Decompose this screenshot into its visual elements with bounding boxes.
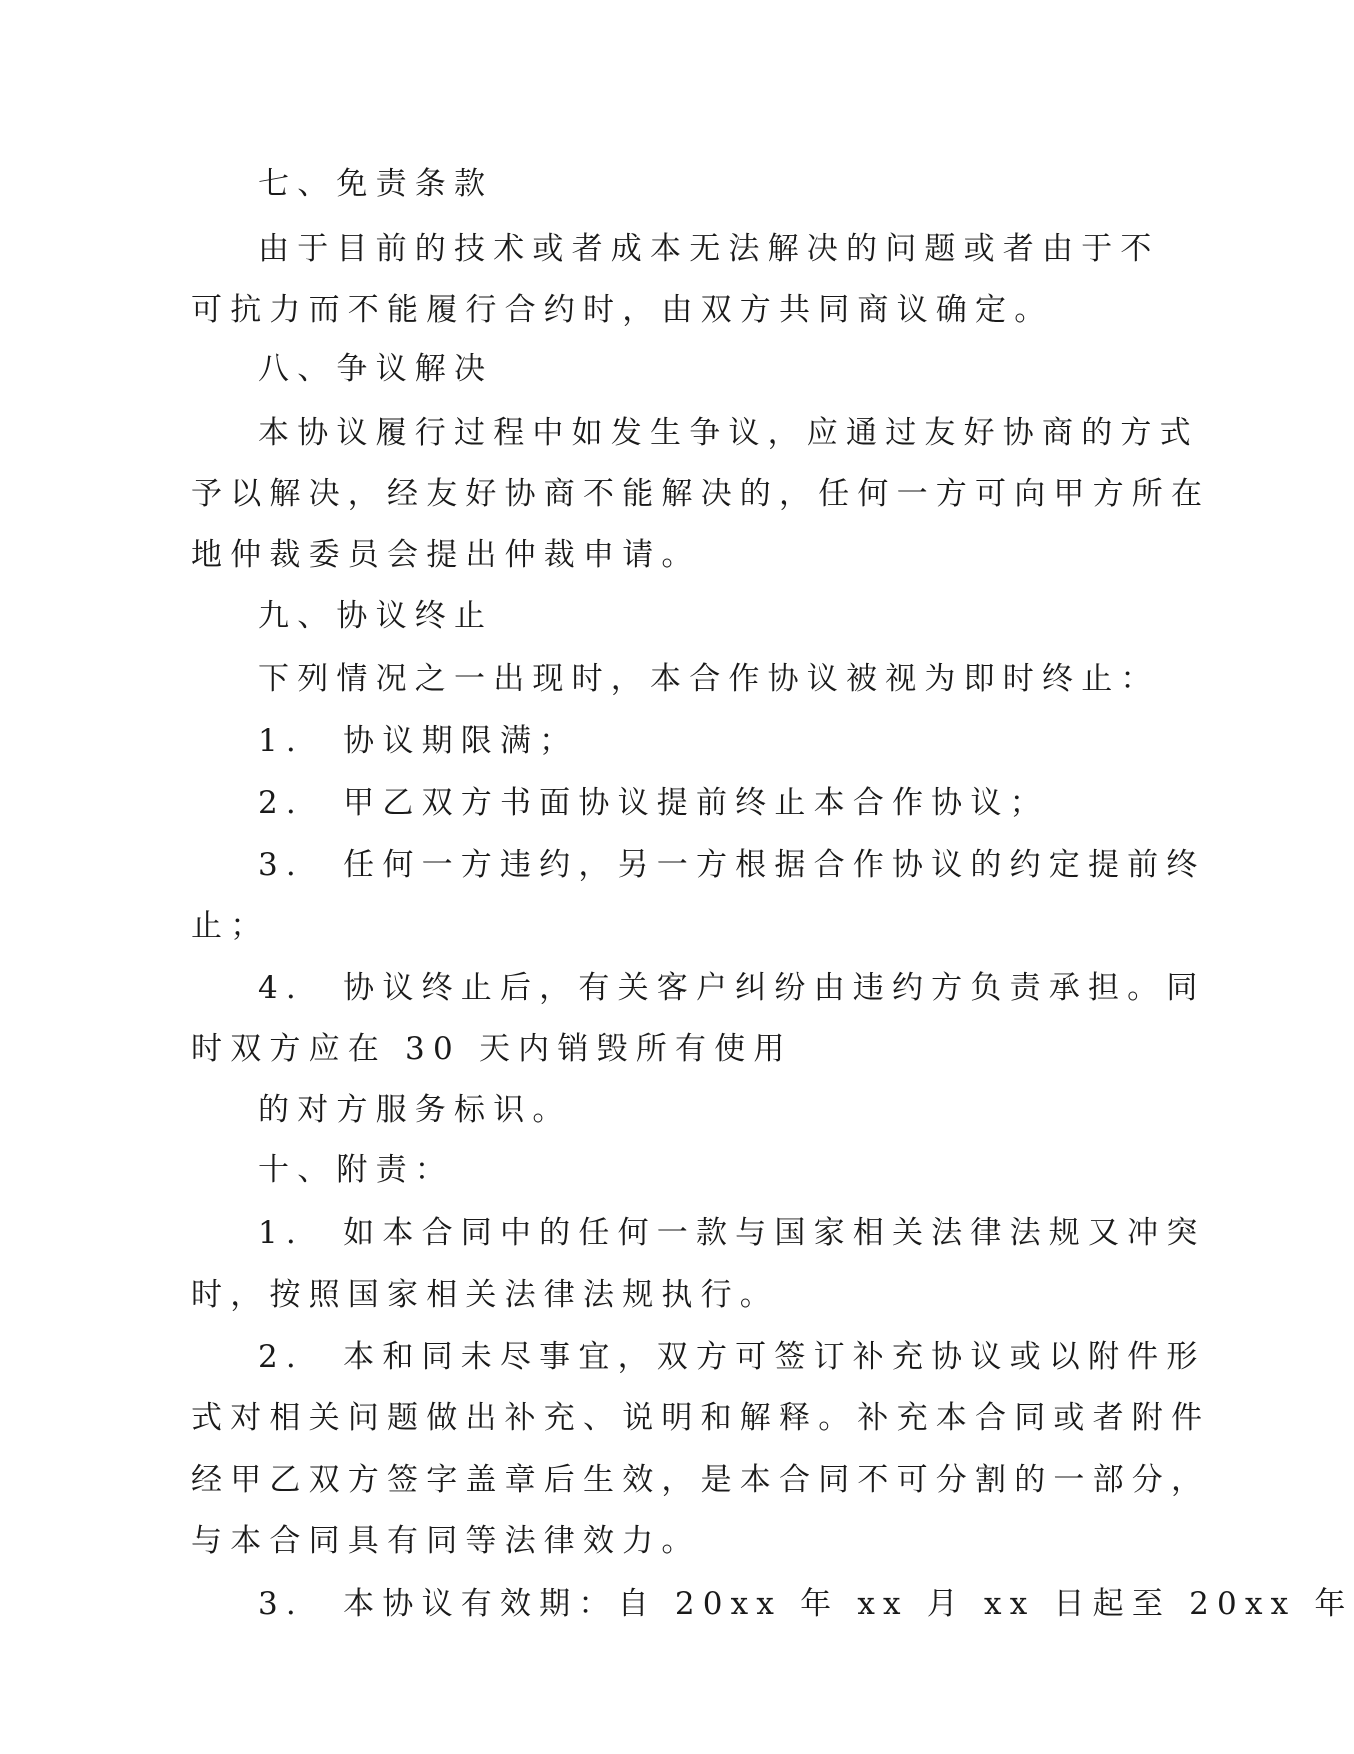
paragraph-line: 由于目前的技术或者成本无法解决的问题或者由于不 <box>258 231 1160 267</box>
paragraph-line: 本协议履行过程中如发生争议，应通过友好协商的方式 <box>258 415 1199 451</box>
section-heading-dispute: 八、争议解决 <box>258 351 494 387</box>
list-item: 1. 如本合同中的任何一款与国家相关法律法规又冲突 <box>258 1215 1206 1251</box>
paragraph-line: 地仲裁委员会提出仲裁申请。 <box>191 537 701 573</box>
section-heading-disclaimer: 七、免责条款 <box>258 166 494 202</box>
list-item: 3. 本协议有效期：自 20xx 年 xx 月 xx 日起至 20xx 年 <box>258 1586 1354 1622</box>
paragraph-line: 与本合同具有同等法律效力。 <box>191 1523 701 1559</box>
section-heading-appendix: 十、附责： <box>258 1152 454 1188</box>
paragraph-line: 予以解决，经友好协商不能解决的，任何一方可向甲方所在 <box>191 476 1211 512</box>
paragraph-line: 经甲乙双方签字盖章后生效，是本合同不可分割的一部分， <box>191 1462 1211 1498</box>
paragraph-line: 下列情况之一出现时，本合作协议被视为即时终止： <box>258 661 1160 697</box>
paragraph-line: 止； <box>191 908 270 944</box>
paragraph-line: 式对相关问题做出补充、说明和解释。补充本合同或者附件 <box>191 1400 1211 1436</box>
list-item: 3. 任何一方违约，另一方根据合作协议的约定提前终 <box>258 847 1206 883</box>
list-item: 2. 本和同未尽事宜，双方可签订补充协议或以附件形 <box>258 1339 1206 1375</box>
paragraph-line: 时双方应在 30 天内销毁所有使用 <box>191 1031 793 1067</box>
paragraph-line: 时，按照国家相关法律法规执行。 <box>191 1277 779 1313</box>
list-item: 4. 协议终止后，有关客户纠纷由违约方负责承担。同 <box>258 970 1206 1006</box>
section-heading-termination: 九、协议终止 <box>258 598 494 634</box>
list-item: 2. 甲乙双方书面协议提前终止本合作协议； <box>258 785 1049 821</box>
paragraph-line: 可抗力而不能履行合约时，由双方共同商议确定。 <box>191 292 1054 328</box>
paragraph-line: 的对方服务标识。 <box>258 1092 572 1128</box>
list-item: 1. 协议期限满； <box>258 723 579 759</box>
